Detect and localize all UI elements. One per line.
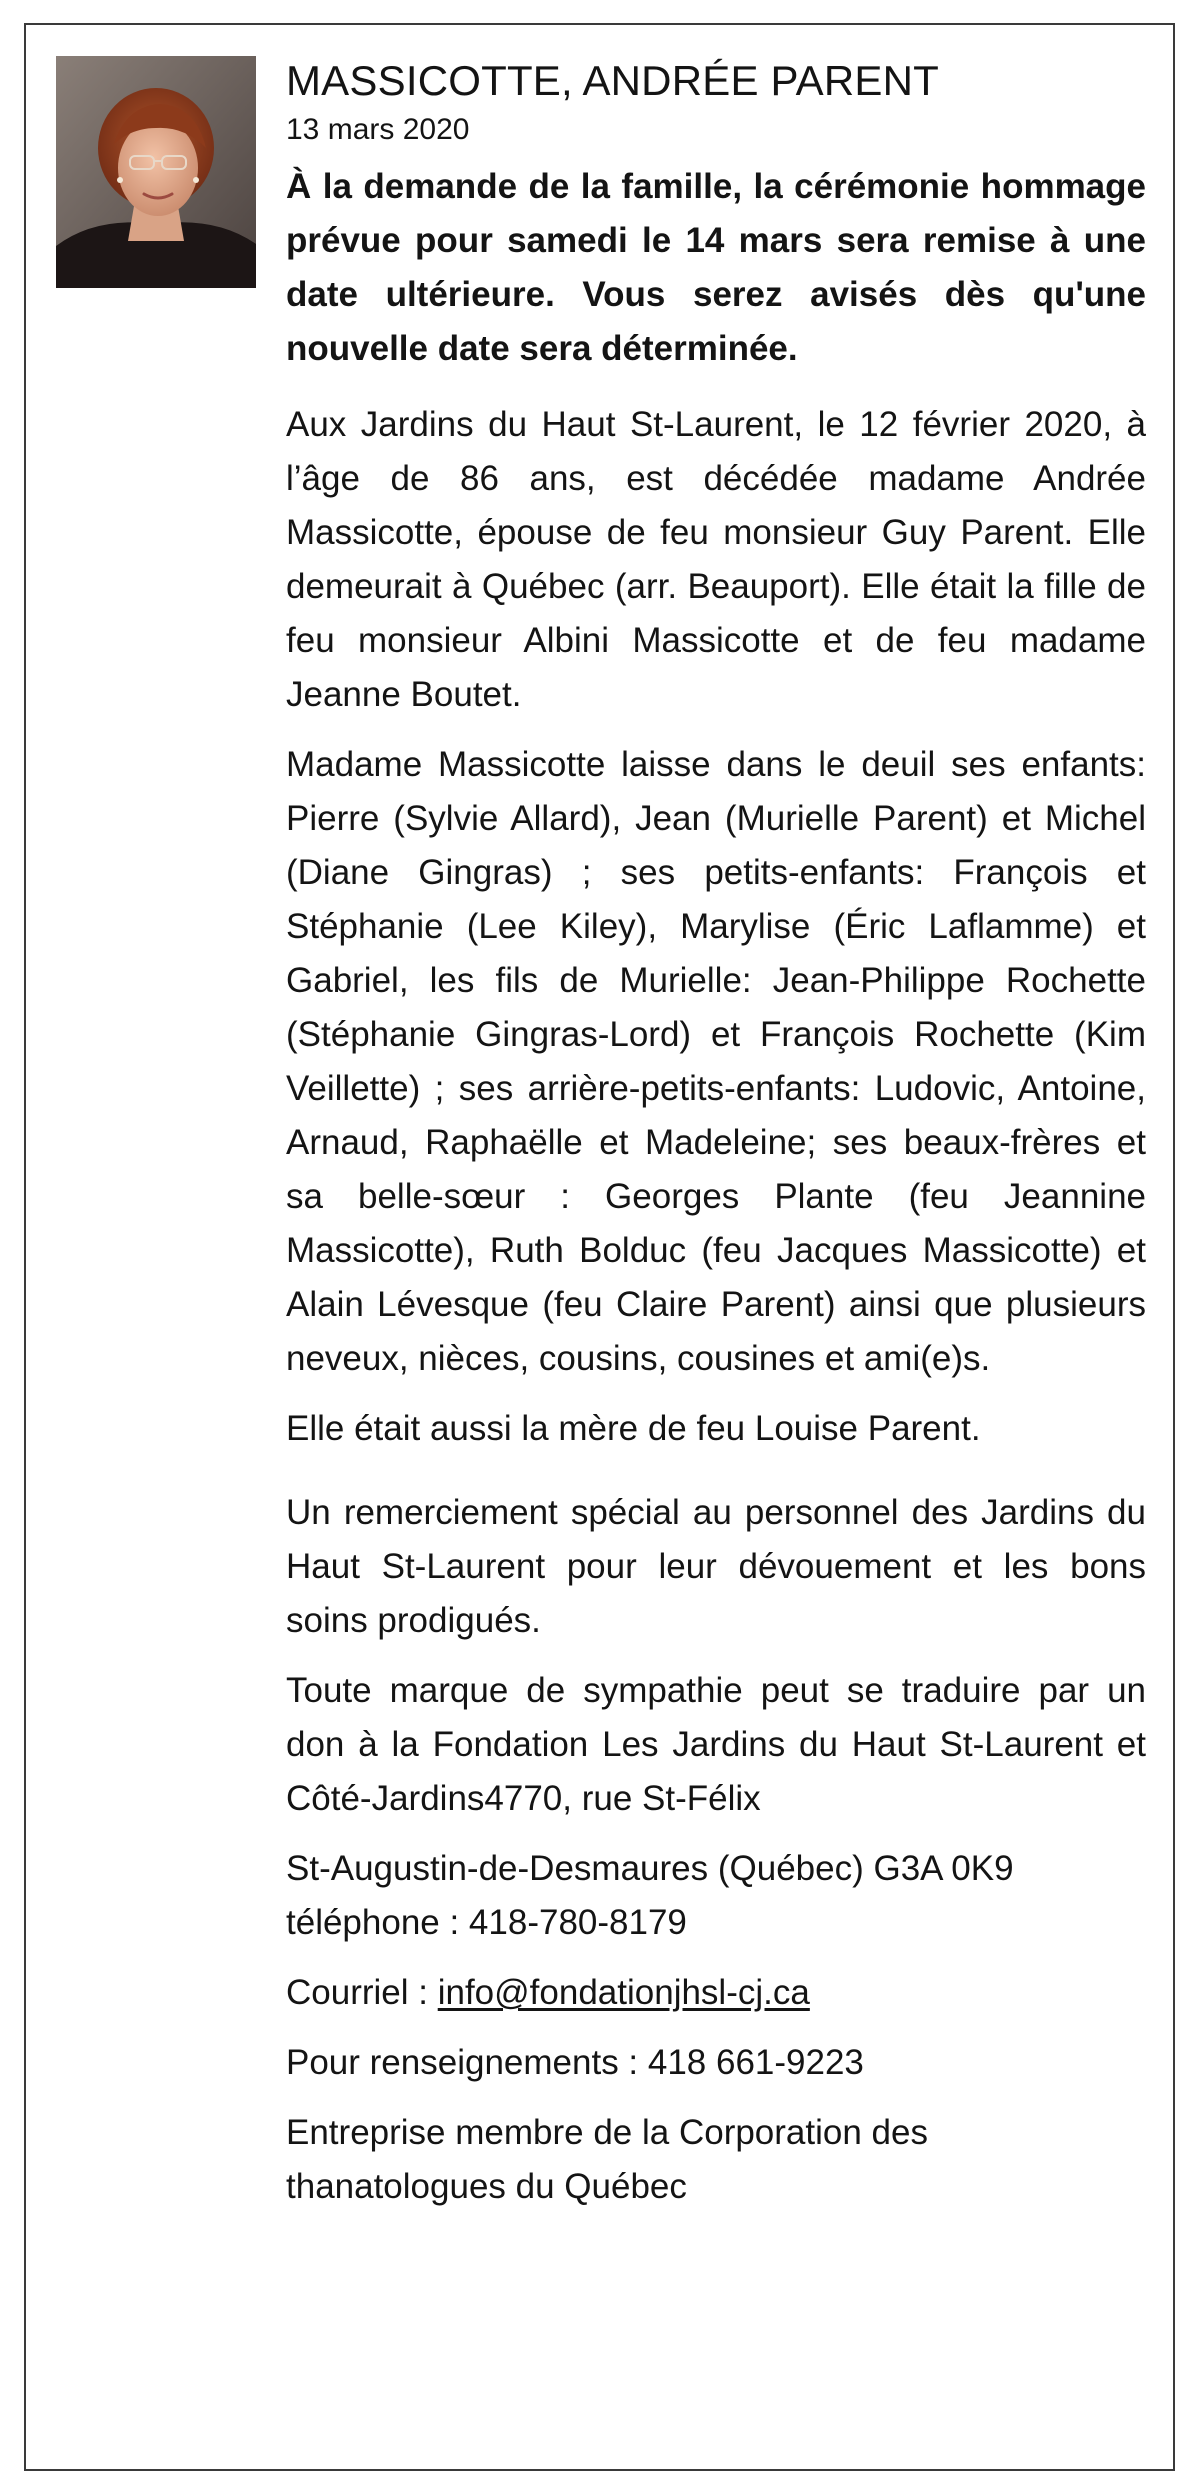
family-survivors: Madame Massicotte laisse dans le deuil ses enfants: Pierre (Sylvie Allard), Jean (Murielle Parent) et Michel (Diane Gingras) ; ses petits-enfants: François et Stéphanie (Lee Kiley), Marylise (Éric Laflamme) et Gabriel, les fils de Murielle: Jean-Philippe Rochette (Stéphanie Gingras-Lord) et François Rochette (Kim Veillette) ; ses arrière-petits-enfants: Ludovic, Antoine, Arnaud, Raphaëlle et Madeleine; ses beaux-frères et sa belle-sœur : Georges Plante (feu Jeannine Massicotte), Ruth Bolduc (feu Jacques Massicotte) et Alain Lévesque (feu Claire Parent) ainsi que plusieurs neveux, nièces, cousins, cousines et ami(e)s. <box>286 745 1146 1378</box>
mother-of-note: Elle était aussi la mère de feu Louise Parent. <box>286 1409 981 1448</box>
info-phone: Pour renseignements : 418 661-9223 <box>286 2043 864 2082</box>
foundation-address: St-Augustin-de-Desmaures (Québec) G3A 0K9 <box>286 1849 1014 1888</box>
email-line <box>286 1966 1146 2020</box>
email-label: Courriel : <box>286 1973 438 2012</box>
obituary-content <box>286 52 1146 2230</box>
foundation-phone: téléphone : 418-780-8179 <box>286 1903 687 1942</box>
special-thanks: Un remerciement spécial au personnel des Jardins du Haut St-Laurent pour leur dévouement et les bons soins prodigués. <box>286 1493 1146 1640</box>
donation-info: Toute marque de sympathie peut se traduire par un don à la Fondation Les Jardins du Haut St-Laurent et Côté-Jardins4770, rue St-Félix <box>286 1671 1146 1818</box>
deceased-name: MASSICOTTE, ANDRÉE PARENT <box>286 57 939 104</box>
foundation-contact <box>286 1842 1146 1950</box>
deceased-photo <box>56 56 256 288</box>
death-announcement: Aux Jardins du Haut St-Laurent, le 12 février 2020, à l’âge de 86 ans, est décédée madame Andrée Massicotte, épouse de feu monsieur Guy Parent. Elle demeurait à Québec (arr. Beauport). Elle était la fille de feu monsieur Albini Massicotte et de feu madame Jeanne Boutet. <box>286 405 1146 714</box>
ceremony-notice: À la demande de la famille, la cérémonie hommage prévue pour samedi le 14 mars sera remise à une date ultérieure. Vous serez avisés dès qu'une nouvelle date sera déterminée. <box>286 167 1146 368</box>
email-link[interactable]: info@fondationjhsl-cj.ca <box>437 1973 810 2012</box>
publication-date: 13 mars 2020 <box>286 113 470 146</box>
membership-note: Entreprise membre de la Corporation des thanatologues du Québec <box>286 2113 928 2206</box>
